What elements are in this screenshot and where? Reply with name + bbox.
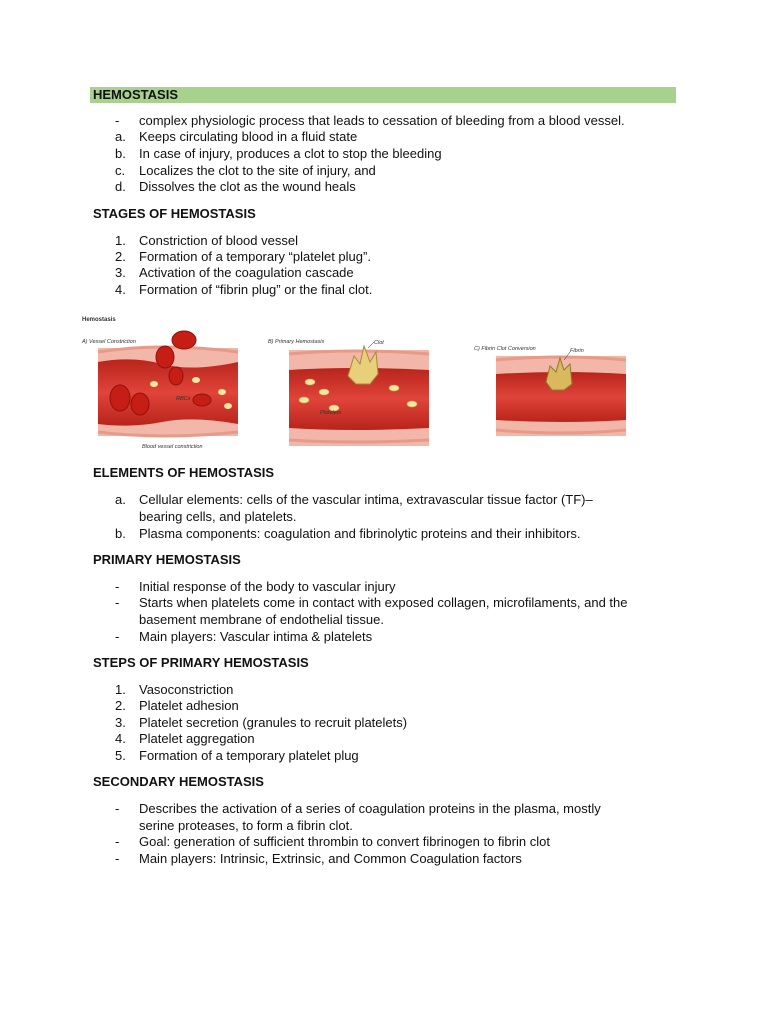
list-text: Platelet adhesion [139,698,239,713]
list-marker: a. [115,129,126,144]
platelet [150,381,158,387]
stages-heading: STAGES OF HEMOSTASIS [93,206,256,221]
primary-heading: PRIMARY HEMOSTASIS [93,552,241,567]
panel-vessel-constriction [81,331,238,450]
list-marker: b. [115,526,126,541]
elements-heading: ELEMENTS OF HEMOSTASIS [93,465,275,480]
list-marker: 3. [115,715,126,730]
list-marker: c. [115,163,126,178]
rbc [172,331,196,349]
list-text: In case of injury, produces a clot to stop the bleeding [139,146,442,161]
list-text: serine proteases, to form a fibrin clot. [139,818,353,833]
list-text: Vasoconstriction [139,682,234,697]
list-text: Formation of a temporary “platelet plug”. [139,249,371,264]
rbc [110,385,130,411]
list-text: Main players: Vascular intima & platelets [139,629,373,644]
page-title: HEMOSTASIS [93,87,178,102]
secondary-heading: SECONDARY HEMOSTASIS [93,774,264,789]
list-text: Formation of “fibrin plug” or the final clot. [139,282,373,297]
list-marker: 1. [115,682,126,697]
list-marker: - [115,595,120,610]
list-text: Describes the activation of a series of coagulation proteins in the plasma, mostly [139,801,601,816]
clot-label: Clot [374,340,384,346]
list-text: bearing cells, and platelets. [139,509,297,524]
rbc [131,393,149,415]
list-marker: - [115,834,120,849]
platelet [319,389,329,395]
list-marker: 2. [115,698,126,713]
list-text: Keeps circulating blood in a fluid state [139,129,358,144]
panel-primary-hemostasis [268,339,429,446]
list-marker: - [115,801,120,816]
list-marker: 3. [115,265,126,280]
list-text: Formation of a temporary platelet plug [139,748,359,763]
platelet [407,401,417,407]
rbc [169,367,183,385]
platelet [299,397,309,403]
list-text: Constriction of blood vessel [139,233,298,248]
list-text: Activation of the coagulation cascade [139,265,354,280]
rbc [156,346,174,368]
title-highlight [90,87,676,103]
list-text: Starts when platelets come in contact with exposed collagen, microfilaments, and the [139,595,628,610]
list-marker: - [115,851,120,866]
list-text: Main players: Intrinsic, Extrinsic, and Common Coagulation factors [139,851,522,866]
fibrin-label: Fibrin [570,348,584,354]
list-text: basement membrane of endothelial tissue. [139,612,384,627]
list-text: Dissolves the clot as the wound heals [139,179,356,194]
list-marker: - [115,579,120,594]
panel-a-label: A) Vessel Constriction [82,339,136,345]
list-text: Platelet aggregation [139,731,255,746]
list-marker: 5. [115,748,126,763]
list-marker: 4. [115,731,126,746]
rbc [193,394,211,406]
list-marker: 1. [115,233,126,248]
list-text: Localizes the clot to the site of injury, and [139,163,376,178]
rbc-label: RBCs [176,396,191,402]
constriction-label: Blood vessel constriction [142,444,203,450]
list-text: Platelet secretion (granules to recruit platelets) [139,715,408,730]
panel-fibrin-clot-conversion [474,346,626,436]
list-marker: 2. [115,249,126,264]
list-marker: a. [115,492,126,507]
list-marker: 4. [115,282,126,297]
list-text: Cellular elements: cells of the vascular intima, extravascular tissue factor (TF)– [139,492,593,507]
platelet [305,379,315,385]
hemostasis-figure [72,312,652,457]
list-text: complex physiologic process that leads to cessation of bleeding from a blood vessel. [139,113,625,128]
figure-title: Hemostasis [82,317,116,323]
platelet [218,389,226,395]
panel-b-label: B) Primary Hemostasis [268,339,325,345]
platelet [192,377,200,383]
platelet [224,403,232,409]
list-text: Plasma components: coagulation and fibrinolytic proteins and their inhibitors. [139,526,581,541]
list-marker: - [115,113,120,128]
list-text: Goal: generation of sufficient thrombin to convert fibrinogen to fibrin clot [139,834,550,849]
platelets-label: Platelets [320,410,342,416]
platelet [389,385,399,391]
list-marker: d. [115,179,126,194]
panel-c-label: C) Fibrin Clot Conversion [474,346,536,352]
steps-heading: STEPS OF PRIMARY HEMOSTASIS [93,655,309,670]
hemostasis-illustration [72,312,652,457]
list-marker: - [115,629,120,644]
list-text: Initial response of the body to vascular injury [139,579,396,594]
list-marker: b. [115,146,126,161]
